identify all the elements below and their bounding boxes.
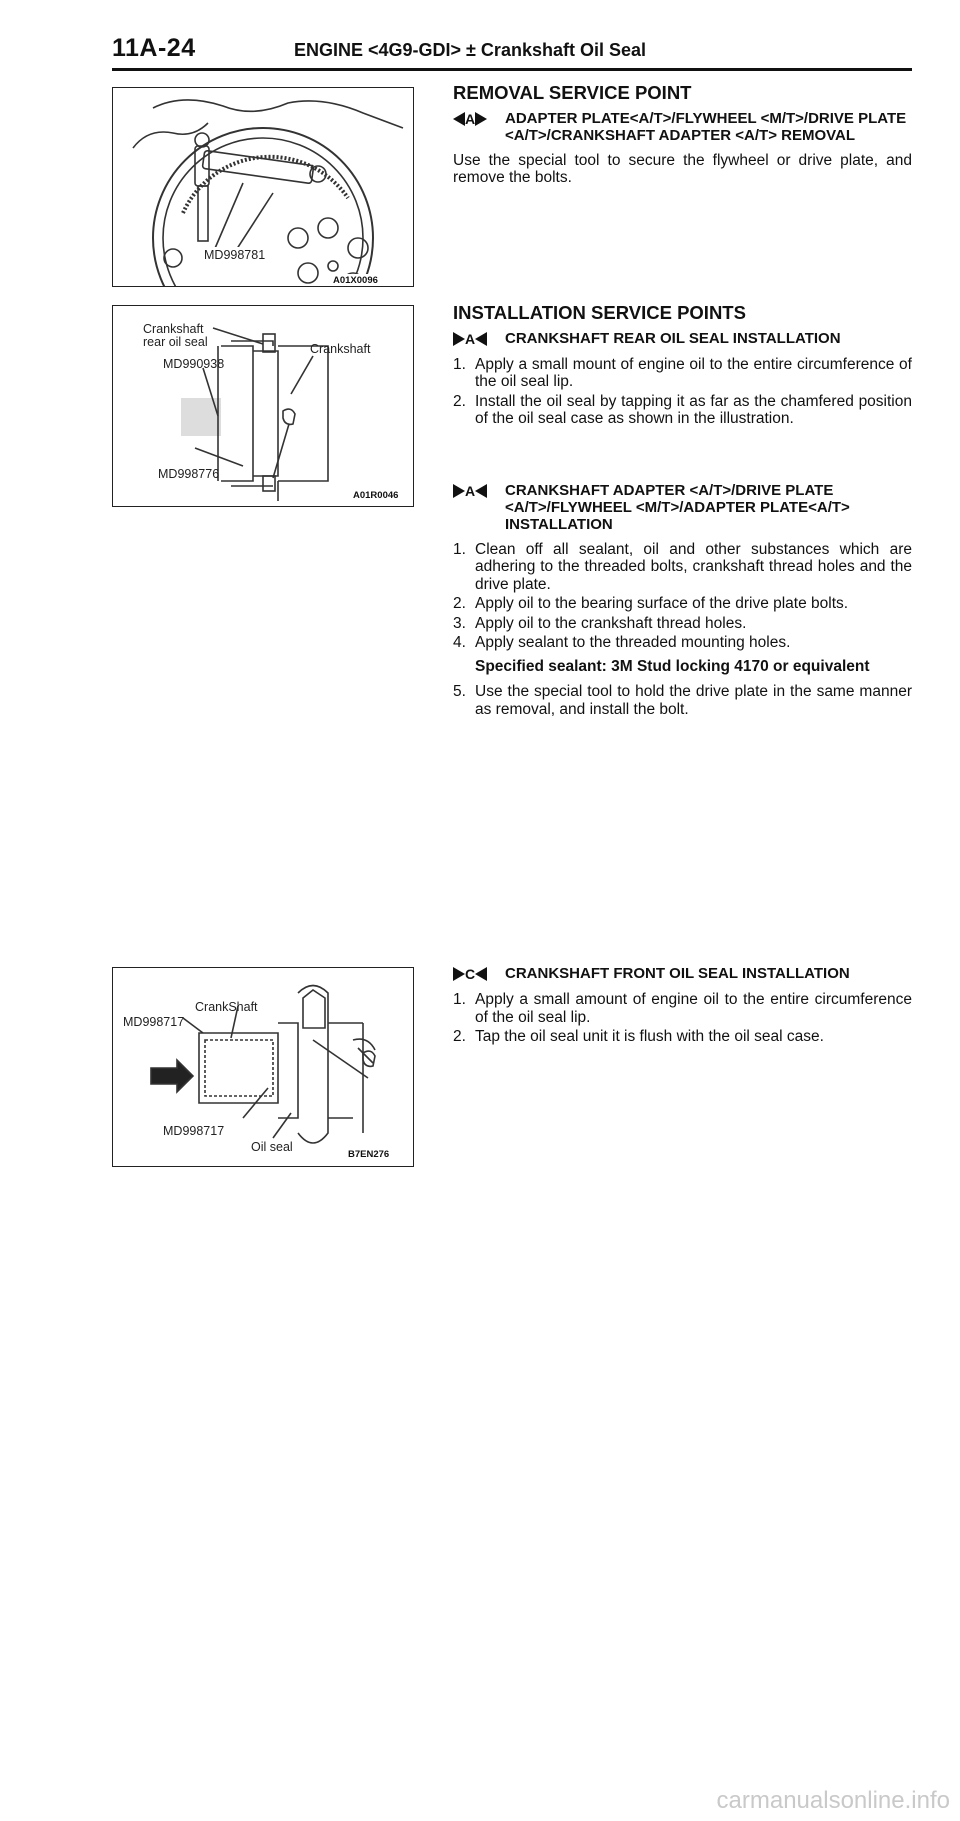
installation-section	[453, 304, 912, 720]
operation-mark	[453, 330, 505, 348]
page-header	[112, 34, 912, 70]
list-item: 2. Apply oil to the bearing surface of the drive plate bolts.	[453, 595, 849, 612]
figure-flywheel-removal	[112, 87, 414, 287]
operation-b-heading	[453, 482, 912, 533]
operation-c-section	[453, 965, 912, 1048]
operation-a-steps	[453, 356, 912, 428]
removal-title: REMOVAL SERVICE POINT	[453, 82, 692, 103]
figure-label-crankshaft-seal-2: rear oil seal	[143, 335, 208, 349]
operation-c-steps	[453, 991, 912, 1046]
flywheel-illustration	[113, 88, 413, 286]
figure-label-crankshaft: Crankshaft	[310, 342, 371, 356]
left-triangle-icon	[453, 112, 465, 126]
list-item: 1. Apply a small amount of engine oil to the entire circumference of the oil seal lip.	[453, 991, 912, 1026]
operation-letter: A	[465, 110, 476, 127]
left-triangle-icon	[475, 332, 487, 346]
operation-mark	[453, 110, 505, 144]
operation-text: ADAPTER PLATE<A/T>/FLYWHEEL <M/T>/DRIVE PLATE <A/T>/CRANKSHAFT ADAPTER <A/T> REMOVAL	[505, 109, 907, 144]
figure-code: A01X0096	[333, 275, 378, 286]
page-number: 11A-24	[112, 34, 196, 62]
figure-front-oil-seal	[112, 967, 414, 1167]
figure-label-md998717-top: MD998717	[123, 1015, 185, 1029]
specified-sealant: Specified sealant: 3M Stud locking 4170 or equivalent	[475, 657, 870, 675]
rear-oil-seal-illustration	[113, 306, 413, 506]
figure-rear-oil-seal	[112, 305, 414, 507]
front-oil-seal-illustration	[113, 968, 413, 1166]
operation-b-step-5	[453, 683, 912, 718]
figure-label-crankshaft: CrankShaft	[195, 1000, 258, 1014]
list-item: 2. Tap the oil seal unit it is flush with the oil seal case.	[453, 1028, 824, 1045]
watermark: carmanualsonline.info	[716, 1787, 950, 1814]
page-title: ENGINE <4G9-GDI> ± Crankshaft Oil Seal	[294, 40, 646, 60]
figure-label-md998781: MD998781	[204, 248, 266, 262]
list-item: 5. Use the special tool to hold the drive plate in the same manner as removal, and install the bolt.	[453, 683, 912, 718]
operation-mark	[453, 965, 505, 983]
operation-text: CRANKSHAFT ADAPTER <A/T>/DRIVE PLATE <A/T>/FLYWHEEL <M/T>/ADAPTER PLATE<A/T> INSTALLATION	[505, 481, 850, 533]
operation-b-steps	[453, 541, 912, 652]
operation-text: CRANKSHAFT REAR OIL SEAL INSTALLATION	[505, 329, 841, 347]
operation-letter: A	[465, 482, 476, 499]
list-item: 2. Install the oil seal by tapping it as far as the chamfered position of the oil seal case as shown in the illustration.	[453, 392, 912, 427]
figure-code: B7EN276	[348, 1149, 390, 1160]
left-triangle-icon	[475, 484, 487, 498]
installation-title: INSTALLATION SERVICE POINTS	[453, 302, 746, 323]
list-item: 1. Clean off all sealant, oil and other substances which are adhering to the threaded bolts, crankshaft thread holes and the drive plate.	[453, 540, 912, 593]
figure-label-oil-seal: Oil seal	[251, 1140, 293, 1154]
figure-label-md990938: MD990938	[163, 357, 225, 371]
list-item: 4. Apply sealant to the threaded mounting holes.	[453, 634, 791, 651]
figure-label-md998717-bottom: MD998717	[163, 1124, 225, 1138]
operation-a-heading	[453, 330, 912, 348]
operation-mark	[453, 482, 505, 533]
list-item: 3. Apply oil to the crankshaft thread holes.	[453, 614, 747, 632]
header-divider	[112, 68, 912, 71]
right-triangle-icon	[453, 332, 465, 346]
operation-text: CRANKSHAFT FRONT OIL SEAL INSTALLATION	[505, 965, 850, 982]
figure-label-md998776: MD998776	[158, 467, 220, 481]
operation-c-heading	[453, 965, 912, 983]
right-triangle-icon	[475, 112, 487, 126]
figure-label-crankshaft-seal-1: Crankshaft	[143, 322, 204, 336]
list-item: 1. Apply a small mount of engine oil to the entire circumference of the oil seal lip.	[453, 355, 912, 390]
operation-letter: C	[465, 966, 476, 982]
right-triangle-icon	[453, 484, 465, 498]
removal-body: Use the special tool to secure the flywheel or drive plate, and remove the bolts.	[453, 151, 912, 186]
removal-operation-heading	[453, 110, 912, 144]
figure-code: A01R0046	[353, 490, 399, 501]
left-triangle-icon	[475, 967, 487, 981]
operation-letter: A	[465, 330, 476, 347]
right-triangle-icon	[453, 967, 465, 981]
removal-section	[453, 84, 912, 193]
